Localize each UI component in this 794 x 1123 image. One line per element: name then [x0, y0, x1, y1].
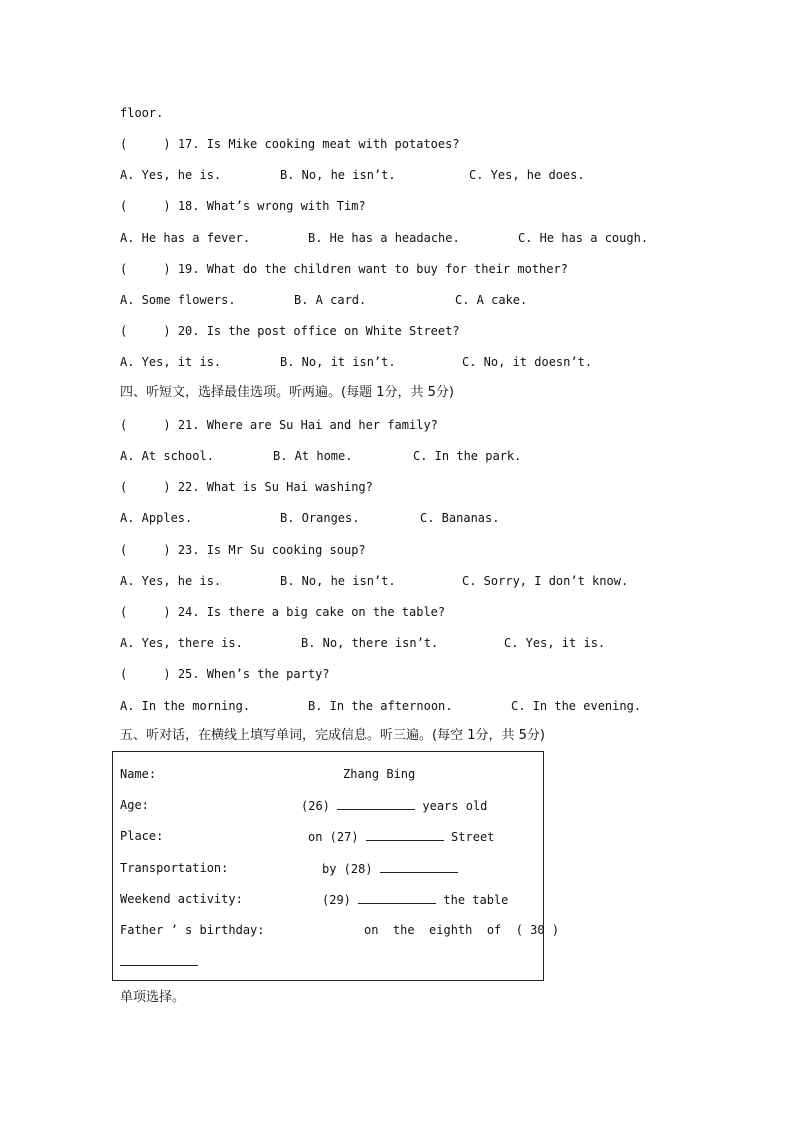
question-stem: 19. What do the children want to buy for their mother? [177, 262, 568, 276]
option-a: A. Apples. [120, 511, 193, 525]
blank-number: by (28) [322, 862, 373, 876]
question-stem: 17. Is Mike cooking meat with potatoes? [177, 137, 460, 151]
question-stem: 22. What is Su Hai washing? [177, 480, 373, 494]
info-label-weekend: Weekend activity: [120, 892, 243, 906]
option-b: B. Oranges. [280, 511, 360, 525]
option-c: C. In the evening. [511, 699, 642, 713]
option-c: C. Sorry, I don’t know. [462, 574, 629, 588]
option-c: C. Bananas. [420, 511, 500, 525]
section-5-heading: 五、听对话，在横线上填写单词，完成信息。听三遍。(每空 1分，共 5分) [120, 728, 545, 743]
answer-bracket[interactable]: ( ) [120, 480, 171, 494]
answer-blank-29[interactable] [358, 892, 436, 904]
blank-number: (29) [322, 893, 351, 907]
option-b: B. No, it isn’t. [280, 355, 396, 369]
option-a: A. Yes, he is. [120, 168, 222, 182]
question-24 [120, 605, 445, 619]
answer-blank-28[interactable] [380, 861, 458, 873]
info-row-place [308, 829, 494, 844]
info-value-name: Zhang Bing [343, 767, 416, 781]
option-b: B. He has a headache. [308, 231, 460, 245]
option-a: A. Yes, it is. [120, 355, 222, 369]
answer-bracket[interactable]: ( ) [120, 199, 171, 213]
answer-blank-27[interactable] [366, 829, 444, 841]
question-stem: 20. Is the post office on White Street? [177, 324, 460, 338]
info-row-birthday: on the eighth of ( 30 ) [364, 923, 560, 937]
option-b: B. No, he isn’t. [280, 574, 396, 588]
question-20 [120, 324, 460, 338]
question-stem: 18. What’s wrong with Tim? [177, 199, 366, 213]
info-label-name: Name: [120, 767, 157, 781]
question-17 [120, 137, 460, 151]
answer-blank-30[interactable] [120, 954, 198, 966]
answer-bracket[interactable]: ( ) [120, 543, 171, 557]
option-b: B. At home. [273, 449, 353, 463]
option-a: A. Yes, he is. [120, 574, 222, 588]
info-row-weekend [322, 892, 508, 907]
question-18 [120, 199, 366, 213]
blank-suffix: the table [443, 893, 509, 907]
option-a: A. He has a fever. [120, 231, 251, 245]
answer-bracket[interactable]: ( ) [120, 605, 171, 619]
question-stem: 24. Is there a big cake on the table? [177, 605, 446, 619]
option-c: C. Yes, it is. [504, 636, 606, 650]
option-b: B. No, there isn’t. [301, 636, 439, 650]
info-row-transportation [322, 861, 458, 876]
blank-suffix: years old [422, 799, 488, 813]
question-stem: 25. When’s the party? [177, 667, 330, 681]
option-c: C. No, it doesn’t. [462, 355, 593, 369]
question-25 [120, 667, 330, 681]
option-b: B. No, he isn’t. [280, 168, 396, 182]
blank-number: on (27) [308, 830, 359, 844]
option-c: C. A cake. [455, 293, 528, 307]
question-stem: 23. Is Mr Su cooking soup? [177, 543, 366, 557]
info-label-place: Place: [120, 829, 164, 843]
info-label-birthday: Father ’ s birthday: [120, 923, 265, 937]
option-a: A. At school. [120, 449, 214, 463]
option-b: B. A card. [294, 293, 367, 307]
answer-bracket[interactable]: ( ) [120, 418, 171, 432]
answer-blank-26[interactable] [337, 798, 415, 810]
option-c: C. Yes, he does. [469, 168, 585, 182]
option-a: A. Yes, there is. [120, 636, 243, 650]
option-a: A. In the morning. [120, 699, 251, 713]
question-23 [120, 543, 366, 557]
section-4-heading: 四、听短文，选择最佳选项。听两遍。(每题 1分，共 5分) [120, 385, 454, 400]
question-21 [120, 418, 438, 432]
info-label-age: Age: [120, 798, 149, 812]
option-b: B. In the afternoon. [308, 699, 453, 713]
answer-bracket[interactable]: ( ) [120, 324, 171, 338]
answer-bracket[interactable]: ( ) [120, 137, 171, 151]
option-a: A. Some flowers. [120, 293, 236, 307]
next-section-heading: 单项选择。 [120, 990, 186, 1005]
option-c: C. He has a cough. [518, 231, 649, 245]
question-22 [120, 480, 373, 494]
info-row-age [301, 798, 487, 813]
prev-question-tail: floor. [120, 106, 164, 120]
answer-bracket[interactable]: ( ) [120, 667, 171, 681]
info-label-transportation: Transportation: [120, 861, 229, 875]
blank-suffix: Street [451, 830, 495, 844]
answer-bracket[interactable]: ( ) [120, 262, 171, 276]
question-stem: 21. Where are Su Hai and her family? [177, 418, 438, 432]
blank-number: (26) [301, 799, 330, 813]
option-c: C. In the park. [413, 449, 522, 463]
info-row-birthday-blank [120, 954, 198, 969]
question-19 [120, 262, 568, 276]
